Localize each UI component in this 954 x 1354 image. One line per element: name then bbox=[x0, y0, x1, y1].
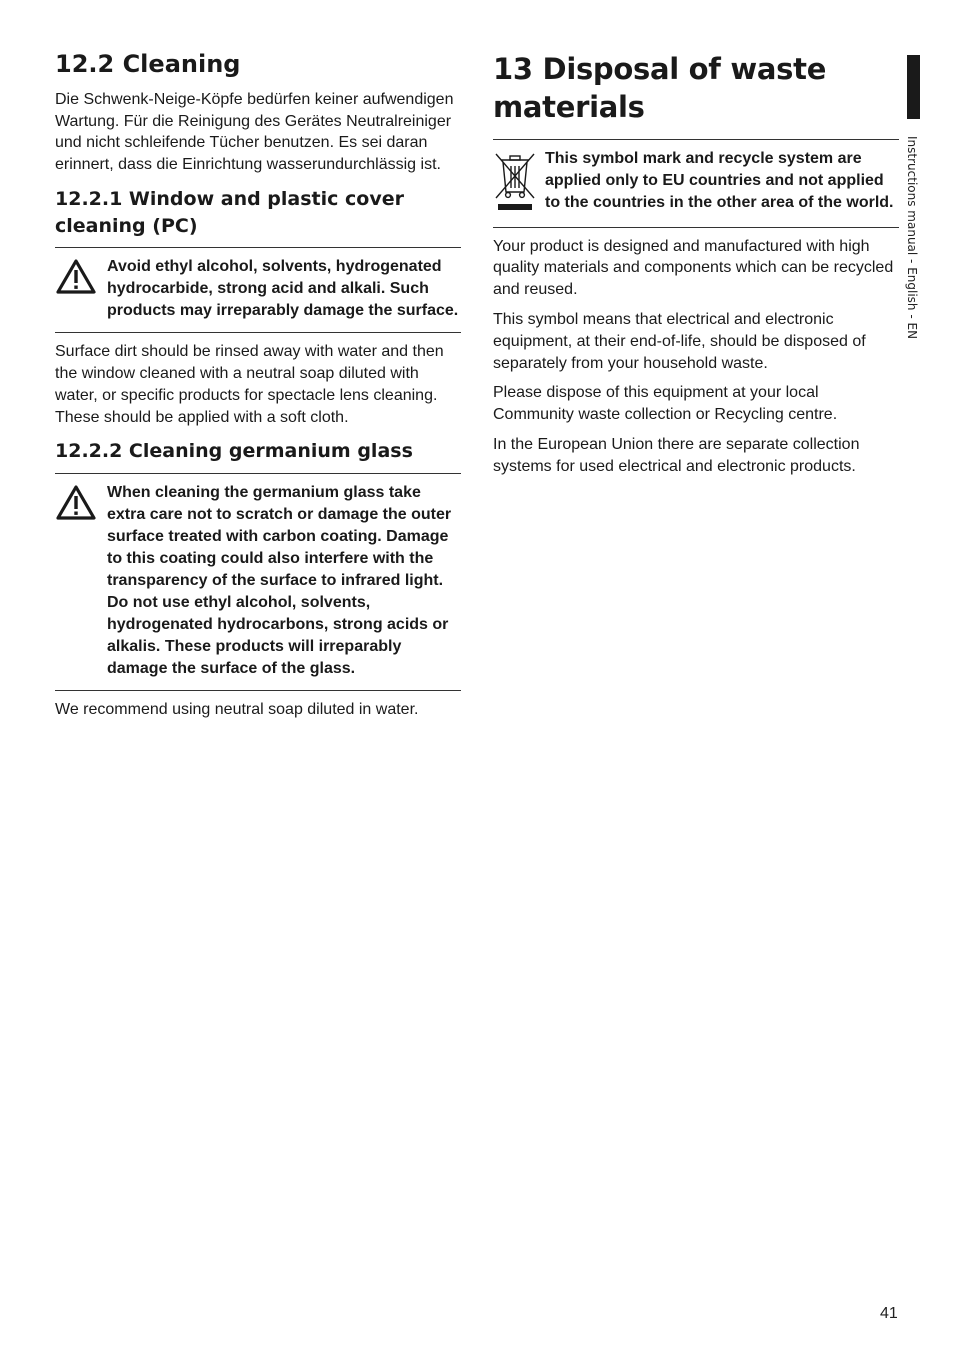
germanium-recommendation: We recommend using neutral soap diluted in water. bbox=[55, 700, 419, 718]
warning-text-germanium: When cleaning the germanium glass take extra care not to scratch or damage the outer surface treated with carbon coating. Damage to this coating could also interfere with the transparency of the surface to infrared light. Do not use ethyl alcohol, solvents, hydrogenated hydrocarbons, strong acids or alkalis. These products will irreparably damage the surface of the glass. bbox=[107, 483, 452, 677]
right-column bbox=[493, 50, 899, 486]
warning-box-window bbox=[55, 247, 461, 333]
weee-notice-text: This symbol mark and recycle system are applied only to EU countries and not applied to the countries in the other area of the world. bbox=[545, 149, 894, 211]
crossed-out-bin-icon bbox=[493, 148, 545, 217]
sidebar-manual-label: Instructions manual - English - EN bbox=[905, 136, 919, 340]
page-number: 41 bbox=[880, 1305, 898, 1322]
subsection-title-germanium: 12.2.2 Cleaning germanium glass bbox=[55, 440, 413, 463]
cleaning-intro: Die Schwenk-Neige-Köpfe bedürfen keiner aufwendigen Wartung. Für die Reinigung des Gerätes Neutralreiniger und nicht schleifende Tücher benutzen. Es sei daran erinnert, dass die Einrichtung wasserundurchlässig ist. bbox=[55, 90, 454, 174]
subsection-title-window: 12.2.1 Window and plastic cover cleaning (PC) bbox=[55, 187, 404, 237]
disposal-paragraph: This symbol means that electrical and electronic equipment, at their end-of-life, should be disposed of separately from your household waste. bbox=[493, 310, 866, 372]
chapter-tab-marker bbox=[907, 55, 920, 119]
disposal-paragraph: Your product is designed and manufactured with high quality materials and components which can be recycled and reused. bbox=[493, 237, 894, 299]
warning-triangle-icon bbox=[55, 482, 107, 680]
section-title-disposal: 13 Disposal of waste materials bbox=[493, 52, 827, 125]
disposal-paragraph: Please dispose of this equipment at your local Community waste collection or Recycling centre. bbox=[493, 384, 838, 424]
warning-box-germanium bbox=[55, 473, 461, 691]
disposal-paragraph: In the European Union there are separate collection systems for used electrical and electronic products. bbox=[493, 435, 860, 475]
left-column bbox=[55, 50, 461, 729]
warning-text-window: Avoid ethyl alcohol, solvents, hydrogenated hydrocarbide, strong acid and alkali. Such products may irreparably damage the surface. bbox=[107, 258, 459, 320]
weee-notice-box bbox=[493, 139, 899, 228]
section-title-cleaning: 12.2 Cleaning bbox=[55, 50, 241, 78]
window-cleaning-text: Surface dirt should be rinsed away with water and then the window cleaned with a neutral soap diluted with water, or specific products for spectacle lens cleaning. These should be applied with a soft cloth. bbox=[55, 343, 444, 426]
warning-triangle-icon bbox=[55, 256, 107, 322]
